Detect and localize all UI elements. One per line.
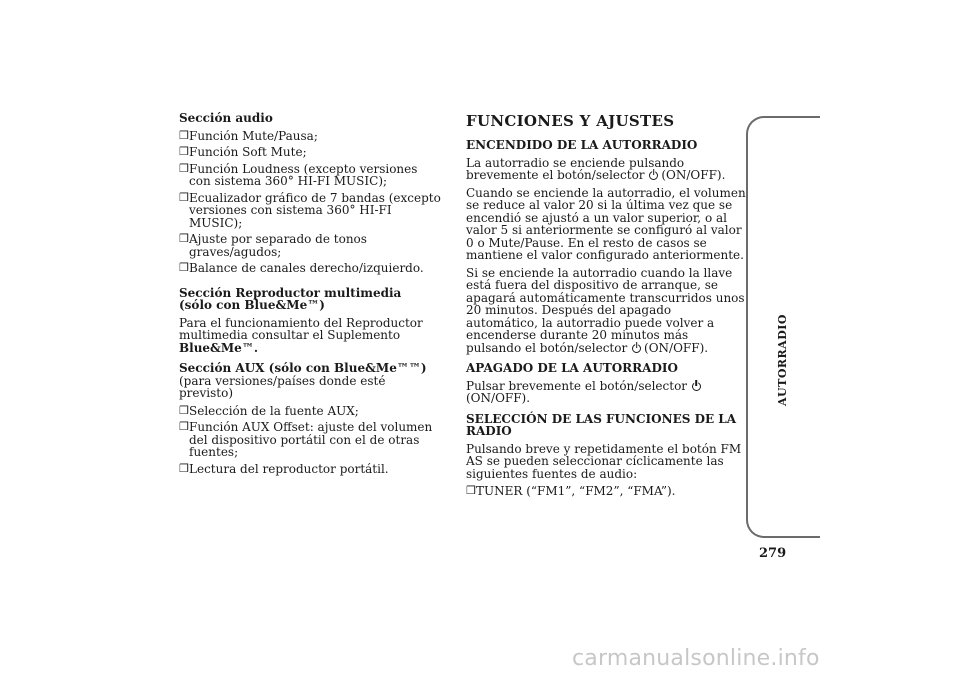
watermark: carmanualsonline.info <box>572 646 820 671</box>
bullet-icon: ❒ <box>179 261 189 274</box>
function-select-paragraph: Pulsando breve y repetidamente el botón FM AS se pueden seleccionar cíclicamente las siguientes fuentes de audio: <box>466 441 742 481</box>
list-item: ❒ Selección de la fuente AUX; <box>179 403 359 418</box>
bullet-icon: ❒ <box>466 484 476 497</box>
bullet-icon: ❒ <box>179 461 189 475</box>
list-item: ❒ Función AUX Offset: ajuste del volumen del dispositivo portátil con el de otras fuentes; <box>179 420 433 459</box>
list-item: ❒ TUNER (“FM1”, “FM2”, “FMA”). <box>466 484 676 498</box>
power-icon <box>632 344 641 353</box>
power-icon <box>692 382 701 391</box>
multimedia-section-subheading: (sólo con Blue&Me™) <box>179 298 325 312</box>
aux-section-heading: Sección AUX (sólo con Blue&Me™™) <box>179 361 427 375</box>
multimedia-paragraph: Para el funcionamiento del Reproductor multimedia consultar el Suplemento Blue&Me™. <box>179 315 423 355</box>
page-number: 279 <box>759 546 787 561</box>
section-title: FUNCIONES Y AJUSTES <box>466 112 675 130</box>
power-on-heading: ENCENDIDO DE LA AUTORRADIO <box>466 138 698 152</box>
bullet-icon: ❒ <box>179 232 189 245</box>
bullet-icon: ❒ <box>179 145 189 158</box>
power-icon <box>649 171 658 180</box>
right-column <box>466 112 746 502</box>
power-off-heading: APAGADO DE LA AUTORRADIO <box>466 361 678 375</box>
power-on-paragraph-1: La autorradio se enciende pulsando brevemente el botón/selector (ON/OFF). <box>466 155 726 182</box>
left-column <box>179 112 441 479</box>
multimedia-section-heading: Sección Reproductor multimedia <box>179 285 402 300</box>
aux-section-note: (para versiones/países donde esté previsto) <box>179 373 386 400</box>
list-item: ❒ Función Mute/Pausa; <box>179 128 318 143</box>
list-item: ❒ Función Soft Mute; <box>179 145 307 159</box>
list-item: ❒ Lectura del reproductor portátil. <box>179 461 389 476</box>
bullet-icon: ❒ <box>179 190 189 204</box>
chapter-tab-label: AUTORRADIO <box>776 314 789 406</box>
bullet-icon: ❒ <box>179 403 189 417</box>
bullet-icon: ❒ <box>179 420 189 433</box>
list-item: ❒ Balance de canales derecho/izquierdo. <box>179 261 424 275</box>
list-item: ❒ Ajuste por separado de tonos graves/agudos; <box>179 232 367 259</box>
list-item: ❒ Ecualizador gráfico de 7 bandas (excepto versiones con sistema 360° HI-FI MUSIC); <box>179 190 441 230</box>
power-on-paragraph-3: Si se enciende la autorradio cuando la llave está fuera del dispositivo de arranque, se apagará automáticamente transcurridos unos 20 minutos. Después del apagado automático, la autorradio puede volver a encenderse durante 20 minutos más pulsando el botón/selector (ON/OFF). <box>466 265 745 355</box>
bullet-icon: ❒ <box>179 161 189 175</box>
audio-section-heading: Sección audio <box>179 111 273 125</box>
power-on-paragraph-2: Cuando se enciende la autorradio, el volumen se reduce al valor 20 si la última vez que se encendió se ajustó a un valor superior, o al valor 5 si anteriormente se configuró al valor 0 o Mute/Pause. En el resto de casos se mantiene el valor configurado anteriormente. <box>466 185 746 262</box>
bullet-icon: ❒ <box>179 128 189 142</box>
power-off-paragraph: Pulsar brevemente el botón/selector (ON/OFF). <box>466 380 746 405</box>
list-item: ❒ Función Loudness (excepto versiones con sistema 360° HI-FI MUSIC); <box>179 161 418 188</box>
function-select-heading: SELECCIÓN DE LAS FUNCIONES DE LA RADIO <box>466 411 737 438</box>
